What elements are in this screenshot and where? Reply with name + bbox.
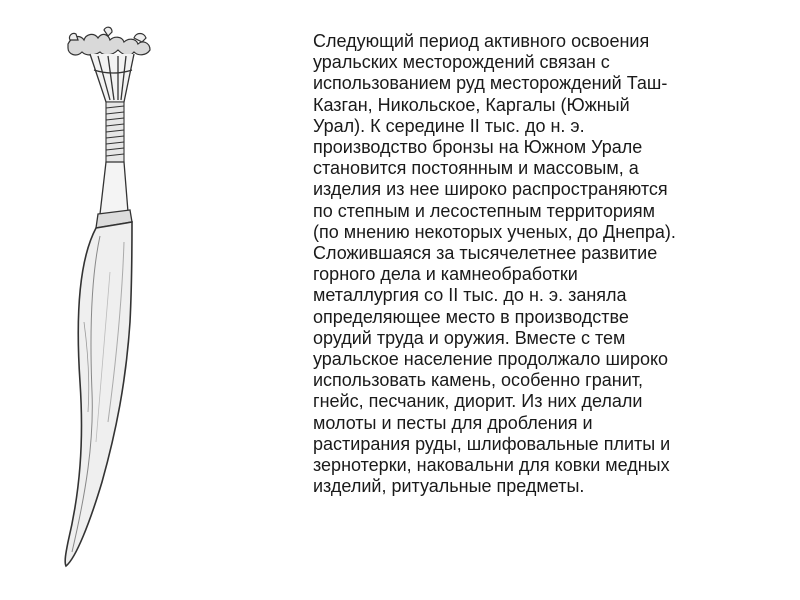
dagger-guard <box>96 162 132 228</box>
body-text: Следующий период активного освоения уральских месторождений связан с использованием руд месторождений Таш- Казган, Никольское, Каргалы (Южный Урал). К середине II тыс. до н. э. производство бронзы на Южном Урале становится постоянным и массовым, а изделия из нее широко распространяются по степным и лесостепным территориям (по мнению некоторых ученых, до Днепра). Сложившаяся за тысячелетнее развитие горного дела и камнеобработки металлургия со II тыс. до н. э. заняла определяющее место в производстве орудий труда и оружия. Вместе с тем уральское население продолжало широко использовать камень, особенно гранит, гнейс, песчаник, диорит. Из них делали молоты и песты для дробления и растирания руды, шлифовальные плиты и зернотерки, наковальни для ковки медных изделий, ритуальные предметы. <box>313 31 676 497</box>
dagger-openwork-hilt <box>90 54 134 102</box>
dagger-grip <box>106 102 124 162</box>
dagger-pommel <box>68 27 150 56</box>
bronze-dagger-icon <box>50 22 190 582</box>
dagger-blade <box>65 222 132 566</box>
